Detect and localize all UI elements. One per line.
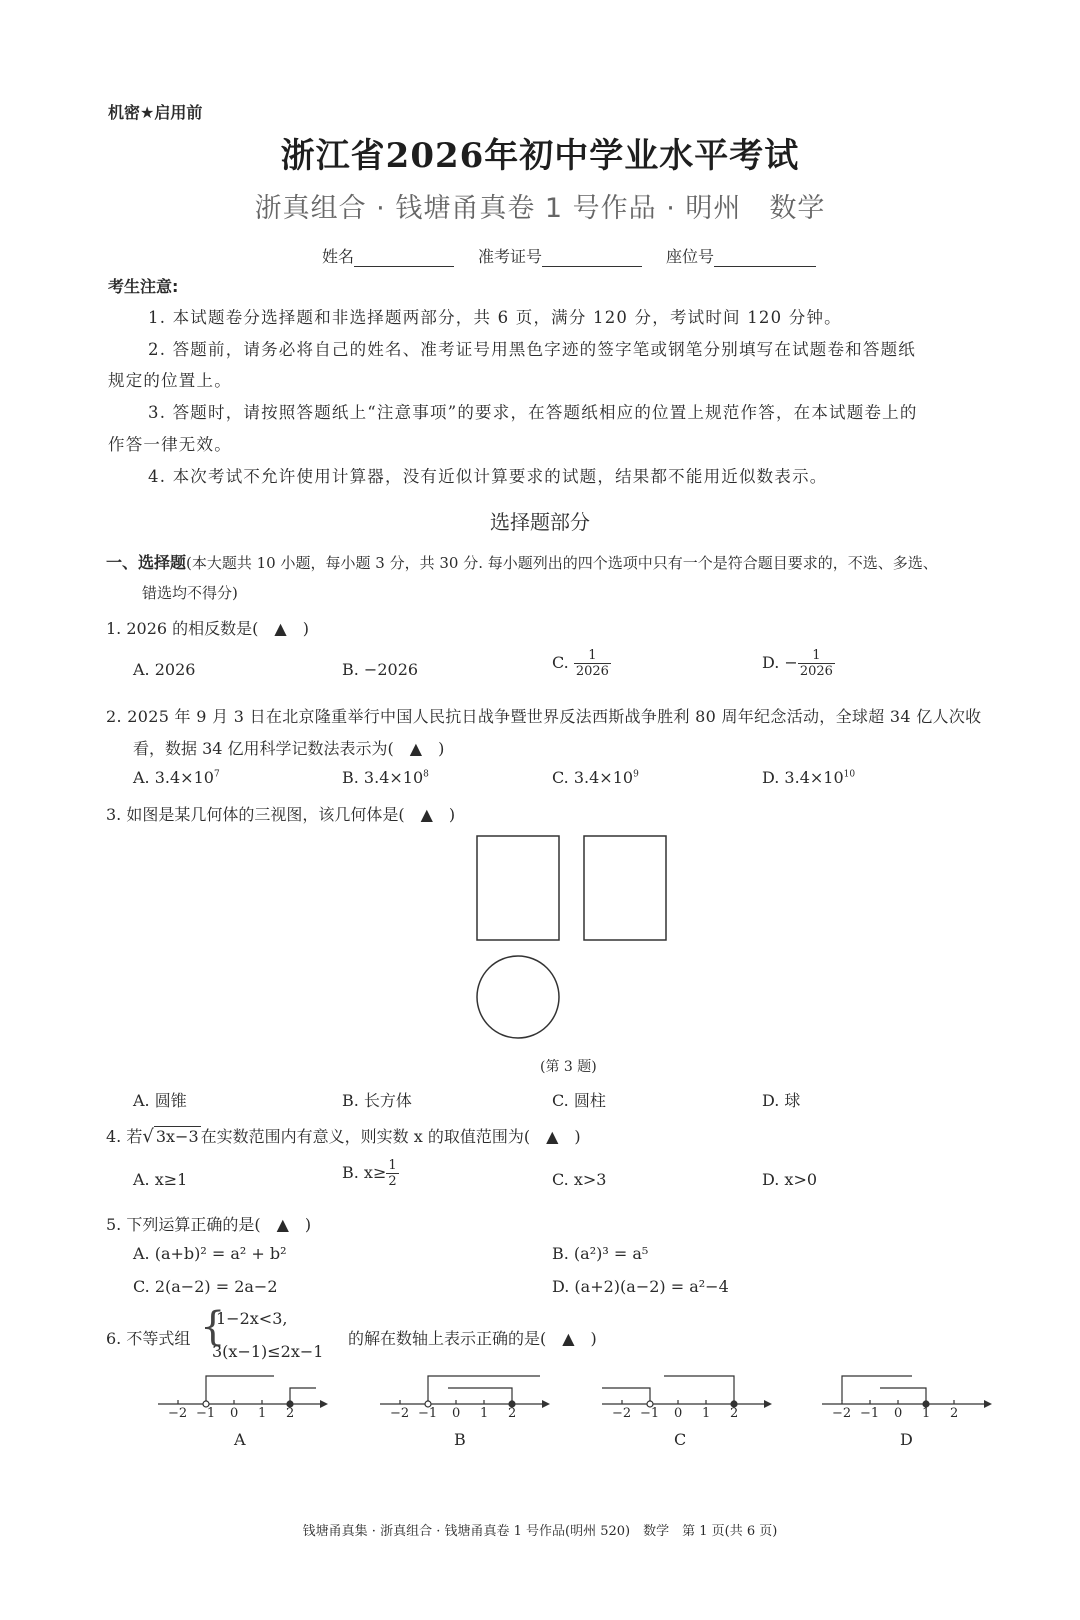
side-view-rect bbox=[584, 836, 666, 940]
notice-item-4: 4. 本次考试不允许使用计算器，没有近似计算要求的试题，结果都不能用近似数表示。 bbox=[148, 467, 828, 486]
part-one-intro bbox=[106, 550, 938, 573]
number-line-d-ticks bbox=[814, 1406, 1004, 1426]
numerator: 1 bbox=[574, 648, 611, 664]
seat-label: 座位号 bbox=[666, 247, 715, 266]
q3-option-b[interactable]: B. 长方体 bbox=[342, 1091, 412, 1110]
q1-option-c-prefix: C. bbox=[552, 653, 569, 672]
q6-option-b[interactable]: B bbox=[454, 1430, 466, 1449]
part-one-desc-cont: 错选均不得分) bbox=[142, 584, 238, 602]
q2-option-d-base: D. 3.4×10 bbox=[762, 768, 844, 787]
section-heading: 选择题部分 bbox=[490, 510, 590, 534]
exam-id-label: 准考证号 bbox=[478, 247, 543, 266]
exponent: 7 bbox=[213, 769, 220, 780]
page-footer: 钱塘甬真集 · 浙真组合 · 钱塘甬真卷 1 号作品(明州 520) 数学 第 1 页(共 6 页) bbox=[302, 1524, 778, 1539]
solution-ray bbox=[880, 1388, 926, 1401]
exam-id-field[interactable] bbox=[478, 244, 642, 267]
tick-label: 1 bbox=[258, 1406, 267, 1421]
solution-ray bbox=[664, 1376, 734, 1401]
q2-option-d[interactable] bbox=[762, 768, 855, 787]
tick-label: 2 bbox=[950, 1406, 959, 1421]
q4-option-b[interactable] bbox=[342, 1158, 399, 1189]
name-label: 姓名 bbox=[322, 247, 355, 266]
q2-stem: 2. 2025 年 9 月 3 日在北京隆重举行中国人民抗日战争暨世界反法西斯战争胜利 80 周年纪念活动，全球超 34 亿人次收 bbox=[106, 707, 982, 726]
number-line-b-ticks bbox=[372, 1406, 562, 1426]
three-view-figure bbox=[470, 830, 680, 1045]
tick-label: 0 bbox=[230, 1406, 239, 1421]
numerator: 1 bbox=[388, 1158, 397, 1173]
denominator: 2026 bbox=[799, 664, 833, 679]
q1-option-d-prefix: D. − bbox=[762, 653, 798, 672]
part-one-desc: (本大题共 10 小题，每小题 3 分，共 30 分. 每小题列出的四个选项中只有一个是符合题目要求的，不选、多选、 bbox=[186, 554, 938, 572]
exponent: 8 bbox=[423, 769, 429, 780]
q1-option-d[interactable] bbox=[762, 648, 835, 679]
q6-stem-suffix: 的解在数轴上表示正确的是( ▲ ) bbox=[348, 1329, 597, 1348]
q1-option-b[interactable]: B. −2026 bbox=[342, 660, 419, 679]
tick-label: −1 bbox=[418, 1406, 438, 1421]
number-line-a-ticks bbox=[150, 1406, 340, 1426]
q6-option-c[interactable]: C bbox=[674, 1430, 687, 1449]
notice-item-3: 3. 答题时，请按照答题纸上“注意事项”的要求，在答题纸相应的位置上规范作答，在本试题卷上的 bbox=[148, 403, 918, 422]
q3-caption: (第 3 题) bbox=[540, 1059, 597, 1075]
tick-label: 0 bbox=[894, 1406, 903, 1421]
confidential-label: 机密★启用前 bbox=[108, 103, 203, 122]
q4-radicand: 3x−3 bbox=[155, 1127, 199, 1146]
tick-label: −2 bbox=[168, 1406, 188, 1421]
q4-option-d[interactable]: D. x>0 bbox=[762, 1170, 818, 1189]
q2-option-c[interactable] bbox=[552, 768, 639, 787]
seat-blank[interactable] bbox=[714, 248, 816, 267]
exponent: 10 bbox=[843, 769, 856, 780]
name-blank[interactable] bbox=[354, 248, 454, 267]
notice-title: 考生注意: bbox=[108, 277, 179, 296]
exam-id-blank[interactable] bbox=[542, 248, 642, 267]
name-field[interactable] bbox=[322, 244, 454, 267]
tick-label: 1 bbox=[702, 1406, 711, 1421]
solution-ray bbox=[602, 1388, 650, 1401]
q1-option-c-fraction bbox=[574, 648, 611, 679]
q4-option-c[interactable]: C. x>3 bbox=[552, 1170, 607, 1189]
notice-item-3-cont: 作答一律无效。 bbox=[108, 435, 232, 454]
q5-option-d[interactable]: D. (a+2)(a−2) = a²−4 bbox=[552, 1277, 729, 1296]
tick-label: 1 bbox=[922, 1406, 931, 1421]
q5-option-a[interactable]: A. (a+b)² = a² + b² bbox=[133, 1244, 287, 1263]
q4-option-a[interactable]: A. x≥1 bbox=[133, 1170, 188, 1189]
q6-inequality-2: 3(x−1)≤2x−1 bbox=[212, 1342, 324, 1361]
tick-label: 0 bbox=[452, 1406, 461, 1421]
q2-option-a[interactable] bbox=[133, 768, 220, 787]
q4-option-b-prefix: B. x≥ bbox=[342, 1163, 387, 1182]
tick-label: −2 bbox=[832, 1406, 852, 1421]
tick-label: −1 bbox=[860, 1406, 880, 1421]
q4-stem-prefix: 4. 若 bbox=[106, 1127, 143, 1146]
q3-option-d[interactable]: D. 球 bbox=[762, 1091, 801, 1110]
tick-label: 2 bbox=[508, 1406, 517, 1421]
tick-label: −2 bbox=[612, 1406, 632, 1421]
q1-option-d-fraction bbox=[798, 648, 835, 679]
denominator: 2 bbox=[388, 1174, 397, 1189]
top-view-circle bbox=[477, 956, 559, 1038]
q2-option-b[interactable] bbox=[342, 768, 429, 787]
exam-subtitle: 浙真组合 · 钱塘甬真卷 1 号作品 · 明州 数学 bbox=[254, 193, 826, 224]
notice-item-2: 2. 答题前，请务必将自己的姓名、准考证号用黑色字迹的签字笔或钢笔分别填写在试题卷和答题纸 bbox=[148, 340, 916, 359]
tick-label: 2 bbox=[730, 1406, 739, 1421]
q4-stem bbox=[106, 1124, 581, 1147]
sqrt-sign: √ bbox=[142, 1126, 154, 1147]
q3-option-c[interactable]: C. 圆柱 bbox=[552, 1091, 606, 1110]
q5-stem: 5. 下列运算正确的是( ▲ ) bbox=[106, 1215, 312, 1234]
tick-label: −1 bbox=[640, 1406, 660, 1421]
q6-option-d[interactable]: D bbox=[900, 1430, 913, 1449]
q2-stem-cont: 看，数据 34 亿用科学记数法表示为( ▲ ) bbox=[133, 739, 445, 758]
q4-stem-suffix: 在实数范围内有意义，则实数 x 的取值范围为( ▲ ) bbox=[200, 1127, 581, 1146]
number-line-c-ticks bbox=[594, 1406, 784, 1426]
solution-ray bbox=[448, 1388, 512, 1401]
tick-label: 1 bbox=[480, 1406, 489, 1421]
denominator: 2026 bbox=[575, 664, 609, 679]
seat-field[interactable] bbox=[666, 244, 816, 267]
solution-ray bbox=[290, 1388, 316, 1401]
q6-stem-prefix: 6. 不等式组 bbox=[106, 1329, 191, 1348]
notice-item-1: 1. 本试题卷分选择题和非选择题两部分，共 6 页，满分 120 分，考试时间 120 分钟。 bbox=[148, 308, 842, 327]
part-one-label: 一、选择题 bbox=[106, 553, 187, 572]
q1-option-a[interactable]: A. 2026 bbox=[133, 660, 196, 679]
q1-stem: 1. 2026 的相反数是( ▲ ) bbox=[106, 619, 309, 638]
tick-label: −2 bbox=[390, 1406, 410, 1421]
brace-symbol: { bbox=[200, 1304, 226, 1350]
q2-option-a-base: A. 3.4×10 bbox=[133, 768, 214, 787]
notice-item-2-cont: 规定的位置上。 bbox=[108, 371, 232, 390]
tick-label: −1 bbox=[196, 1406, 216, 1421]
tick-label: 2 bbox=[286, 1406, 295, 1421]
exponent: 9 bbox=[633, 769, 639, 780]
numerator: 1 bbox=[798, 648, 835, 664]
front-view-rect bbox=[477, 836, 559, 940]
q3-option-a[interactable]: A. 圆锥 bbox=[133, 1091, 187, 1110]
solution-ray bbox=[206, 1376, 274, 1401]
q4-option-b-fraction bbox=[386, 1158, 398, 1189]
q5-option-c[interactable]: C. 2(a−2) = 2a−2 bbox=[133, 1277, 278, 1296]
q1-option-c[interactable] bbox=[552, 648, 611, 679]
q2-option-b-base: B. 3.4×10 bbox=[342, 768, 424, 787]
q2-option-c-base: C. 3.4×10 bbox=[552, 768, 634, 787]
tick-label: 0 bbox=[674, 1406, 683, 1421]
q6-inequality-1: 1−2x<3, bbox=[216, 1309, 288, 1328]
q3-stem: 3. 如图是某几何体的三视图，该几何体是( ▲ ) bbox=[106, 805, 456, 824]
exam-title: 浙江省2026年初中学业水平考试 bbox=[280, 136, 800, 176]
q6-option-a[interactable]: A bbox=[234, 1430, 246, 1449]
q5-option-b[interactable]: B. (a²)³ = a⁵ bbox=[552, 1244, 649, 1263]
